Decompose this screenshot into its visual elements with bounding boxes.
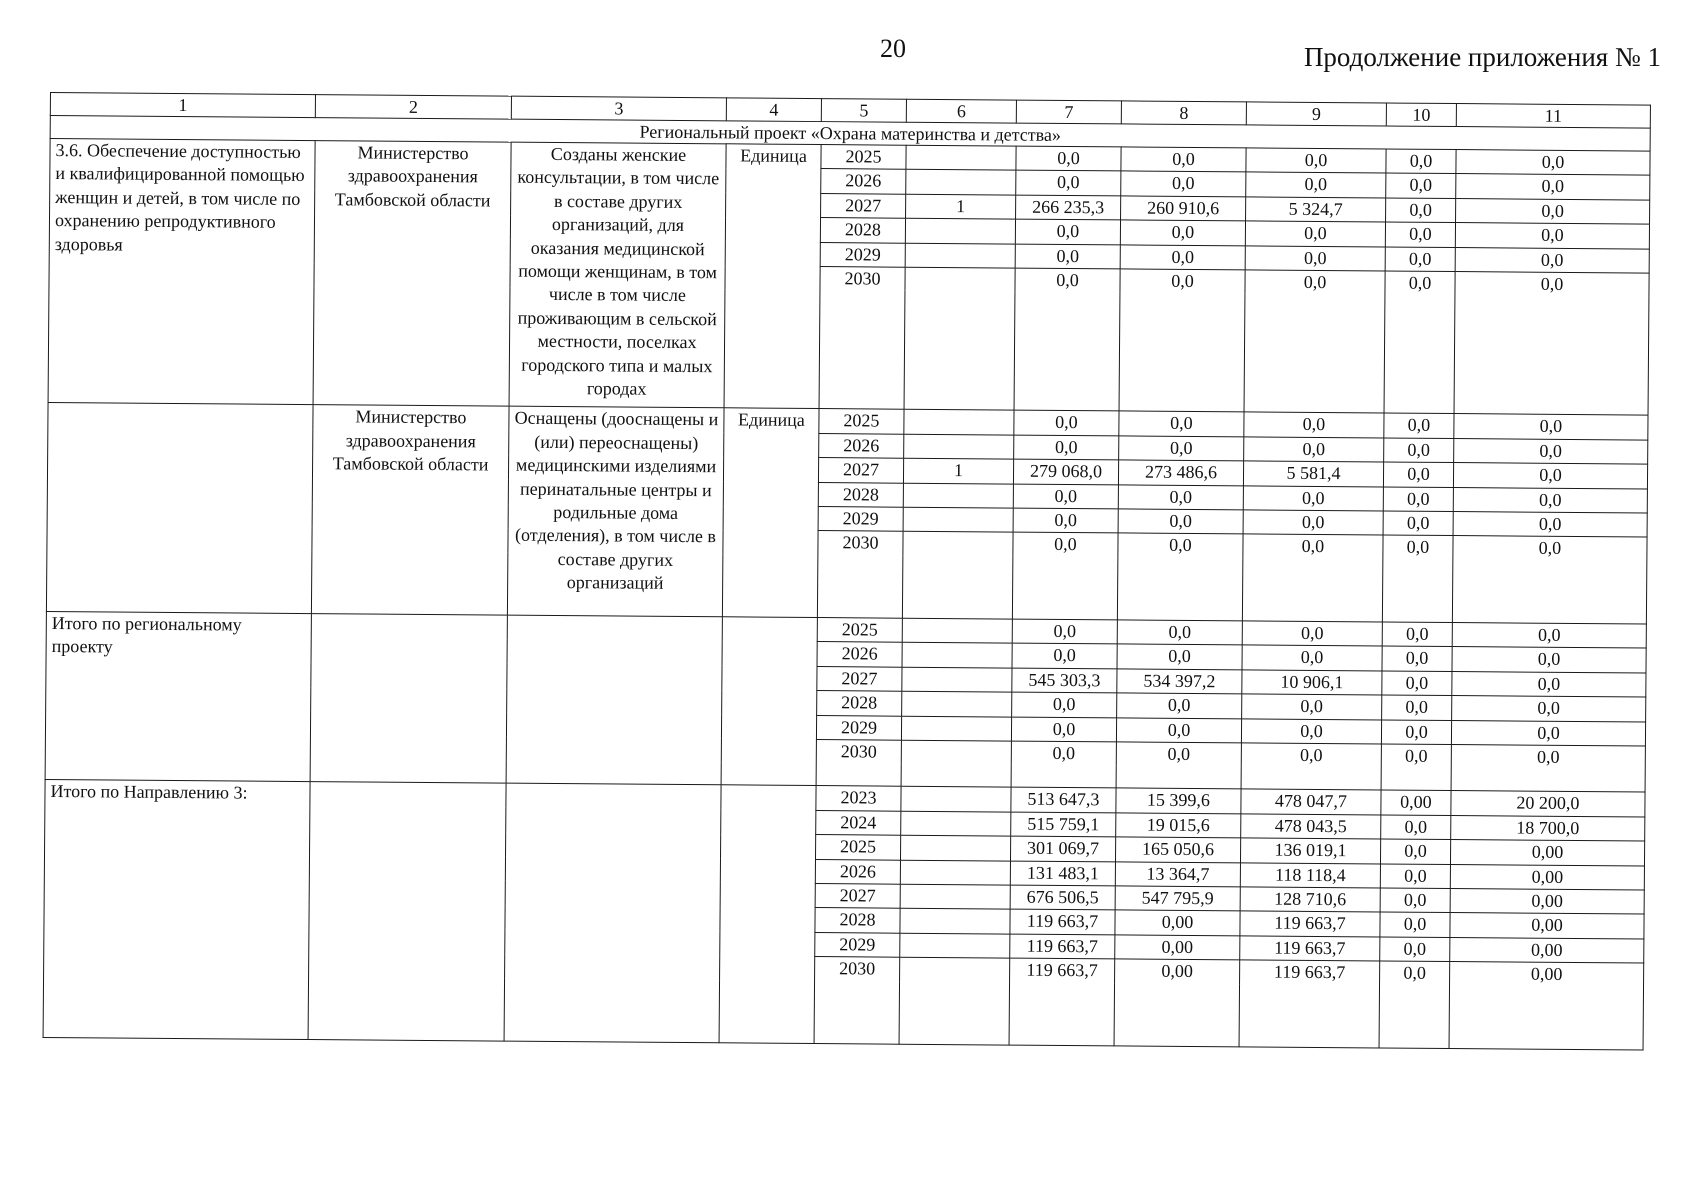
year-cell: 2029 <box>820 242 905 267</box>
col10-value: 0,0 <box>1380 888 1450 913</box>
col7-value: 0,0 <box>1016 170 1121 195</box>
year-cell: 2028 <box>818 482 903 507</box>
spacer-cell <box>819 290 905 409</box>
col7-value: 0,0 <box>1013 484 1118 509</box>
col11-value: 0,00 <box>1450 962 1644 987</box>
col11-value: 0,0 <box>1453 463 1647 489</box>
spacer-cell <box>1119 293 1245 412</box>
col10-value: 0,0 <box>1383 535 1453 559</box>
col6-cell <box>905 243 1015 268</box>
year-cell: 2026 <box>819 433 904 458</box>
col11-value: 0,0 <box>1453 512 1647 538</box>
year-cell: 2027 <box>818 458 903 483</box>
ministry-cell <box>310 613 507 783</box>
col7-value: 119 663,7 <box>1010 958 1115 983</box>
spacer-cell <box>1379 985 1449 1048</box>
spacer-cell <box>1009 982 1114 1045</box>
spacer-cell <box>1239 984 1379 1048</box>
spacer-cell <box>1117 557 1242 620</box>
col6-cell <box>900 884 1010 909</box>
col11-value: 0,0 <box>1456 174 1650 200</box>
col10-value: 0,0 <box>1385 222 1455 247</box>
row-label: Итого по Направлению 3: <box>43 780 310 1039</box>
col8-value: 13 364,7 <box>1115 861 1240 886</box>
col9-value: 0,0 <box>1244 412 1384 438</box>
col7-value: 0,0 <box>1012 692 1117 717</box>
col8-value: 0,0 <box>1116 717 1241 742</box>
col8-value: 15 399,6 <box>1116 788 1241 813</box>
column-header: 9 <box>1246 102 1386 126</box>
spacer-cell <box>1449 986 1643 1050</box>
col10-value: 0,0 <box>1382 695 1452 720</box>
spacer-cell <box>1451 768 1645 792</box>
column-header: 7 <box>1016 100 1121 124</box>
spacer-cell <box>1116 766 1241 789</box>
col8-value: 0,0 <box>1118 533 1243 558</box>
spacer-cell <box>814 981 899 1044</box>
col9-value: 0,0 <box>1243 510 1383 536</box>
col8-value: 0,0 <box>1116 742 1241 767</box>
col7-value: 0,0 <box>1015 244 1120 269</box>
col8-value: 547 795,9 <box>1115 886 1240 911</box>
col11-value: 0,0 <box>1455 272 1649 297</box>
col8-value: 0,0 <box>1117 644 1242 669</box>
col9-value: 0,0 <box>1243 486 1383 512</box>
ministry-cell: Министерство здравоохранения Тамбовской области <box>311 405 509 615</box>
col6-cell <box>906 170 1016 195</box>
col6-cell: 1 <box>906 194 1016 219</box>
col7-value: 119 663,7 <box>1010 909 1115 934</box>
column-header: 4 <box>726 98 821 122</box>
col11-value: 0,0 <box>1454 414 1648 440</box>
col7-value: 545 303,3 <box>1012 668 1117 693</box>
col7-value: 0,0 <box>1014 435 1119 460</box>
year-cell: 2028 <box>820 218 905 243</box>
col8-value: 0,0 <box>1120 245 1245 270</box>
col10-value: 0,0 <box>1381 719 1451 744</box>
col6-cell <box>902 667 1012 692</box>
col11-value: 0,0 <box>1456 198 1650 224</box>
col8-value: 0,0 <box>1120 220 1245 245</box>
result-cell: Оснащены (дооснащены и (или) переоснащены) медицинскими изделиями перинатальные центры и родильные дома (отделения), в том числе в составе других организаций <box>507 407 724 617</box>
column-header: 6 <box>906 99 1016 123</box>
col8-value: 0,00 <box>1115 935 1240 960</box>
year-cell: 2030 <box>820 267 905 292</box>
col9-value: 5 581,4 <box>1243 461 1383 487</box>
year-cell: 2028 <box>817 691 902 716</box>
col8-value: 0,0 <box>1121 171 1246 196</box>
col6-cell <box>905 218 1015 243</box>
col8-value: 0,00 <box>1115 959 1240 984</box>
year-cell: 2029 <box>815 932 900 957</box>
spacer-cell <box>1381 768 1451 791</box>
col11-value: 0,0 <box>1456 150 1650 176</box>
col11-value: 0,0 <box>1454 438 1648 464</box>
col10-value: 0,0 <box>1385 271 1455 295</box>
col11-value: 20 200,0 <box>1451 791 1645 817</box>
budget-table <box>43 92 1651 1050</box>
column-header: 8 <box>1121 101 1246 125</box>
col10-value: 0,0 <box>1384 413 1454 438</box>
col8-value: 165 050,6 <box>1115 837 1240 862</box>
year-cell: 2026 <box>821 169 906 194</box>
col10-value: 0,0 <box>1380 864 1450 889</box>
col8-value: 0,0 <box>1119 411 1244 436</box>
col10-value: 0,0 <box>1381 815 1451 840</box>
year-cell: 2026 <box>815 859 900 884</box>
spacer-cell <box>1011 765 1116 788</box>
col10-value: 0,00 <box>1381 790 1451 815</box>
col7-value: 0,0 <box>1012 619 1117 644</box>
spacer-cell <box>899 981 1009 1044</box>
col9-value: 118 118,4 <box>1240 862 1380 888</box>
col6-cell <box>904 434 1014 459</box>
col6-cell <box>900 909 1010 934</box>
col8-value: 260 910,6 <box>1121 196 1246 221</box>
col6-cell <box>901 811 1011 836</box>
year-cell: 2027 <box>817 666 902 691</box>
col7-value: 0,0 <box>1013 533 1118 558</box>
col10-value: 0,0 <box>1386 149 1456 174</box>
col7-value: 0,0 <box>1015 219 1120 244</box>
col11-value: 0,0 <box>1451 744 1645 769</box>
col10-value: 0,0 <box>1383 487 1453 512</box>
col9-value: 0,0 <box>1246 148 1386 174</box>
col6-cell <box>903 483 1013 508</box>
col8-value: 0,0 <box>1117 693 1242 718</box>
col11-value: 0,00 <box>1450 937 1644 963</box>
col6-cell <box>903 532 1013 557</box>
col11-value: 0,00 <box>1450 864 1644 890</box>
col9-value: 0,0 <box>1246 172 1386 198</box>
col6-cell <box>902 642 1012 667</box>
col10-value: 0,0 <box>1380 937 1450 962</box>
spacer-cell <box>1012 556 1117 619</box>
year-cell: 2029 <box>816 715 901 740</box>
year-cell: 2025 <box>821 145 906 170</box>
spacer-cell <box>901 764 1011 787</box>
col7-value: 0,0 <box>1013 508 1118 533</box>
year-cell: 2029 <box>818 507 903 532</box>
year-cell: 2030 <box>815 957 900 982</box>
unit-cell: Единица <box>722 408 819 617</box>
col7-value: 676 506,5 <box>1010 885 1115 910</box>
col11-value: 0,00 <box>1450 888 1644 914</box>
col9-value: 0,0 <box>1242 621 1382 647</box>
ministry-cell: Министерство здравоохранения Тамбовской области <box>313 141 511 407</box>
col8-value: 0,0 <box>1121 147 1246 172</box>
year-cell: 2024 <box>816 810 901 835</box>
col11-value: 0,0 <box>1452 622 1646 648</box>
col7-value: 0,0 <box>1011 741 1116 766</box>
result-cell <box>506 615 722 785</box>
col6-cell: 1 <box>903 458 1013 483</box>
col6-cell <box>900 835 1010 860</box>
year-cell: 2030 <box>818 531 903 556</box>
col8-value: 534 397,2 <box>1117 669 1242 694</box>
row-label <box>46 403 313 614</box>
col8-value: 0,0 <box>1119 436 1244 461</box>
col6-cell <box>905 267 1015 292</box>
column-header: 3 <box>511 96 726 121</box>
col6-cell <box>904 410 1014 435</box>
col8-value: 0,0 <box>1118 485 1243 510</box>
col7-value: 513 647,3 <box>1011 787 1116 812</box>
spacer-cell <box>1452 560 1646 624</box>
col11-value: 0,0 <box>1452 696 1646 722</box>
col10-value: 0,0 <box>1382 622 1452 647</box>
col7-value: 266 235,3 <box>1016 195 1121 220</box>
col6-cell <box>901 787 1011 812</box>
col6-cell <box>902 618 1012 643</box>
column-header: 1 <box>50 93 315 118</box>
col11-value: 0,00 <box>1450 913 1644 939</box>
col10-value: 0,0 <box>1384 438 1454 463</box>
col7-value: 0,0 <box>1012 643 1117 668</box>
col10-value: 0,0 <box>1386 173 1456 198</box>
spacer-cell <box>904 291 1015 410</box>
spacer-cell <box>1244 294 1385 414</box>
col9-value: 128 710,6 <box>1240 887 1380 913</box>
spacer-cell <box>1114 983 1239 1046</box>
col10-value: 0,0 <box>1380 839 1450 864</box>
year-cell: 2030 <box>816 739 901 764</box>
ministry-cell <box>308 782 506 1041</box>
col11-value: 18 700,0 <box>1451 815 1645 841</box>
year-cell: 2026 <box>817 642 902 667</box>
col7-value: 0,0 <box>1011 717 1116 742</box>
spacer-cell <box>1014 292 1120 411</box>
col7-value: 0,0 <box>1014 411 1119 436</box>
col10-value: 0,0 <box>1385 247 1455 272</box>
col11-value: 0,00 <box>1450 840 1644 866</box>
col6-cell <box>901 740 1011 765</box>
col11-value: 0,0 <box>1453 487 1647 513</box>
col9-value: 0,0 <box>1242 694 1382 720</box>
col8-value: 0,0 <box>1120 269 1245 294</box>
col6-cell <box>902 691 1012 716</box>
col9-value: 119 663,7 <box>1240 960 1380 985</box>
year-cell: 2025 <box>817 617 902 642</box>
column-header: 2 <box>315 95 511 120</box>
table-body <box>43 93 1650 1050</box>
col6-cell <box>906 145 1016 170</box>
column-header: 10 <box>1386 103 1456 127</box>
spacer-cell <box>1384 295 1455 414</box>
col7-value: 131 483,1 <box>1010 861 1115 886</box>
row-label: 3.6. Обеспечение доступностью и квалифицированной помощью женщин и детей, в том числе по охранению репродуктивного здоровья <box>48 139 315 406</box>
spacer-cell <box>816 763 901 786</box>
spacer-cell <box>1242 558 1382 622</box>
col8-value: 0,00 <box>1115 910 1240 935</box>
spacer-cell <box>902 556 1012 619</box>
col9-value: 0,0 <box>1245 270 1385 295</box>
col9-value: 0,0 <box>1244 437 1384 463</box>
col7-value: 515 759,1 <box>1011 812 1116 837</box>
col6-cell <box>900 860 1010 885</box>
col9-value: 119 663,7 <box>1240 911 1380 937</box>
col10-value: 0,0 <box>1382 671 1452 696</box>
col9-value: 0,0 <box>1241 743 1381 768</box>
col8-value: 0,0 <box>1118 509 1243 534</box>
year-cell: 2025 <box>819 409 904 434</box>
unit-cell: Единица <box>724 144 821 409</box>
spacer-cell <box>817 555 902 618</box>
col10-value: 0,0 <box>1383 462 1453 487</box>
page-number: 20 <box>880 34 906 63</box>
spacer-cell <box>1241 767 1381 791</box>
col11-value: 0,0 <box>1452 671 1646 697</box>
col9-value: 119 663,7 <box>1240 936 1380 962</box>
col10-value: 0,0 <box>1382 646 1452 671</box>
col9-value: 0,0 <box>1245 246 1385 272</box>
col9-value: 478 047,7 <box>1241 789 1381 815</box>
col8-value: 19 015,6 <box>1116 813 1241 838</box>
column-header: 5 <box>821 99 906 123</box>
col11-value: 0,0 <box>1452 647 1646 673</box>
result-cell <box>504 783 721 1042</box>
col6-cell <box>901 716 1011 741</box>
col7-value: 0,0 <box>1016 146 1121 171</box>
col10-value: 0,0 <box>1383 511 1453 536</box>
unit-cell <box>721 617 817 786</box>
year-cell: 2023 <box>816 786 901 811</box>
col10-value: 0,0 <box>1386 198 1456 223</box>
col10-value: 0,0 <box>1380 961 1450 985</box>
col11-value: 0,0 <box>1451 720 1645 746</box>
col7-value: 279 068,0 <box>1013 459 1118 484</box>
col9-value: 5 324,7 <box>1246 197 1386 223</box>
col11-value: 0,0 <box>1455 223 1649 249</box>
col7-value: 0,0 <box>1015 268 1120 293</box>
year-cell: 2025 <box>815 835 900 860</box>
col9-value: 136 019,1 <box>1240 838 1380 864</box>
col9-value: 0,0 <box>1241 718 1381 744</box>
appendix-header: Продолжение приложения № 1 <box>1303 42 1661 72</box>
col8-value: 273 486,6 <box>1118 460 1243 485</box>
col8-value: 0,0 <box>1117 620 1242 645</box>
table-container <box>43 92 1650 1050</box>
col9-value: 10 906,1 <box>1242 670 1382 696</box>
project-title: Региональный проект «Охрана материнства и детства» <box>50 116 1650 152</box>
column-header: 11 <box>1456 104 1650 129</box>
col7-value: 301 069,7 <box>1010 836 1115 861</box>
col10-value: 0,0 <box>1380 912 1450 937</box>
unit-cell <box>719 785 816 1043</box>
col11-value: 0,0 <box>1453 536 1647 561</box>
col9-value: 478 043,5 <box>1241 814 1381 840</box>
result-cell: Созданы женские консультации, в том числе в составе других организаций, для оказания медицинской помощи женщинам, в том числе в том числе проживающим в сельской местности, поселках городского типа и малых городах <box>509 142 726 408</box>
col11-value: 0,0 <box>1455 247 1649 273</box>
row-label: Итого по региональному проекту <box>45 611 311 782</box>
col9-value: 0,0 <box>1245 221 1385 247</box>
spacer-cell <box>1382 559 1452 622</box>
col6-cell <box>903 507 1013 532</box>
col6-cell <box>900 957 1010 982</box>
col7-value: 119 663,7 <box>1010 934 1115 959</box>
year-cell: 2028 <box>815 908 900 933</box>
col9-value: 0,0 <box>1243 534 1383 559</box>
col6-cell <box>900 933 1010 958</box>
year-cell: 2027 <box>821 193 906 218</box>
col9-value: 0,0 <box>1242 645 1382 671</box>
spacer-cell <box>1454 295 1649 415</box>
year-cell: 2027 <box>815 883 900 908</box>
col10-value: 0,0 <box>1381 744 1451 768</box>
